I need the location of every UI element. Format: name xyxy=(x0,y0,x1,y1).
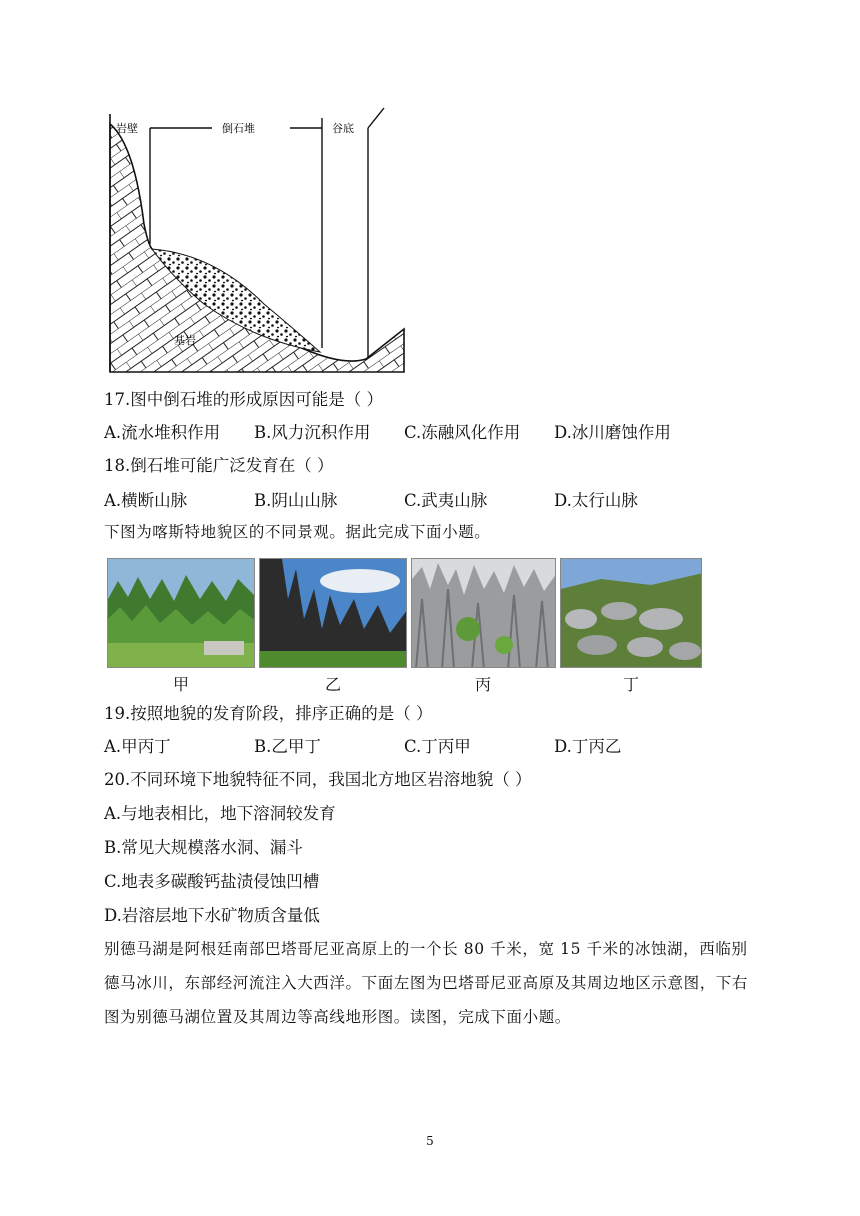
photo-bing xyxy=(411,558,556,668)
q19-option-a: A.甲丙丁 xyxy=(104,737,171,756)
q17-option-a: A.流水堆积作用 xyxy=(104,423,221,442)
valley-floor-label: 谷底 xyxy=(332,122,354,135)
q18-option-d: D.太行山脉 xyxy=(554,491,638,510)
q20-option-c: C.地表多碳酸钙盐渍侵蚀凹槽 xyxy=(104,872,320,891)
caption-jia: 甲 xyxy=(172,675,189,694)
photo-yi xyxy=(259,558,407,668)
talus-label: 倒石堆 xyxy=(222,122,255,135)
q19-option-b: B.乙甲丁 xyxy=(254,737,321,756)
question-17-stem: 17.图中倒石堆的形成原因可能是（ ） xyxy=(104,390,383,409)
q17-option-c: C.冻融风化作用 xyxy=(404,423,521,442)
rock-wall-label: 岩壁 xyxy=(116,122,138,135)
q20-option-d: D.岩溶层地下水矿物质含量低 xyxy=(104,906,320,925)
q20-option-b: B.常见大规模落水洞、漏斗 xyxy=(104,838,303,857)
q17-option-d: D.冰川磨蚀作用 xyxy=(554,423,671,442)
caption-bing: 丙 xyxy=(474,675,491,694)
bedrock-label: 基岩 xyxy=(174,334,196,347)
q19-option-d: D.丁丙乙 xyxy=(554,737,622,756)
caption-ding: 丁 xyxy=(622,675,639,694)
q19-option-c: C.丁丙甲 xyxy=(404,737,471,756)
question-20-stem: 20.不同环境下地貌特征不同，我国北方地区岩溶地貌（ ） xyxy=(104,770,532,789)
talus-diagram xyxy=(104,104,414,376)
question-19-stem: 19.按照地貌的发育阶段，排序正确的是（ ） xyxy=(104,704,433,723)
q18-option-a: A.横断山脉 xyxy=(104,491,188,510)
lake-intro: 别德马湖是阿根廷南部巴塔哥尼亚高原上的一个长 80 千米，宽 15 千米的冰蚀湖，西临别德马冰川，东部经河流注入大西洋。下面左图为巴塔哥尼亚高原及其周边地区示意图，下右图为别德马湖位置及其周边等高线地形图。读图，完成下面小题。 xyxy=(104,940,749,1026)
q20-option-a: A.与地表相比，地下溶洞较发育 xyxy=(104,804,336,823)
q18-option-b: B.阴山山脉 xyxy=(254,491,338,510)
page-number: 5 xyxy=(426,1134,434,1148)
question-18-stem: 18.倒石堆可能广泛发育在（ ） xyxy=(104,456,334,475)
photo-jia xyxy=(107,558,255,668)
q17-option-b: B.风力沉积作用 xyxy=(254,423,371,442)
karst-intro: 下图为喀斯特地貌区的不同景观。据此完成下面小题。 xyxy=(104,523,491,541)
photo-ding xyxy=(560,558,702,668)
q18-option-c: C.武夷山脉 xyxy=(404,491,488,510)
caption-yi: 乙 xyxy=(324,675,341,694)
